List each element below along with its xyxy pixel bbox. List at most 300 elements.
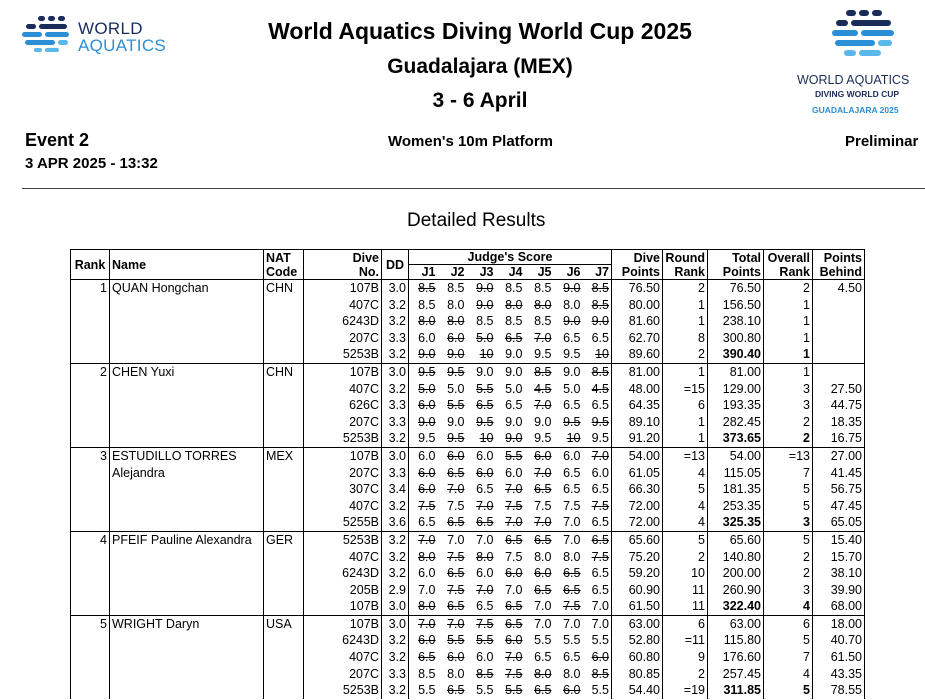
points-behind: 47.45 xyxy=(813,498,865,515)
nat-code xyxy=(264,582,304,599)
degree-of-difficulty: 3.2 xyxy=(382,682,409,699)
col-nat-code: Code xyxy=(264,265,304,280)
overall-rank: 2 xyxy=(764,549,813,566)
rank-cell xyxy=(71,330,110,347)
round-rank: 4 xyxy=(663,514,708,531)
nat-code xyxy=(264,514,304,531)
judge-score: 6.5 xyxy=(534,683,552,698)
dive-number: 407C xyxy=(304,549,382,566)
judge-score: 7.0 xyxy=(525,615,554,632)
judge-score: 7.0 xyxy=(438,531,467,548)
round-rank: =15 xyxy=(663,381,708,398)
round-rank: 11 xyxy=(663,582,708,599)
round-rank: 1 xyxy=(663,363,708,380)
overall-rank: 1 xyxy=(764,346,813,363)
degree-of-difficulty: 3.2 xyxy=(382,649,409,666)
event-phase: Preliminar xyxy=(845,133,919,150)
total-points: 193.35 xyxy=(708,397,764,414)
athlete-name: Alejandra xyxy=(110,465,264,482)
judge-score: 6.5 xyxy=(563,465,581,480)
degree-of-difficulty: 3.3 xyxy=(382,465,409,482)
degree-of-difficulty: 3.2 xyxy=(382,498,409,515)
athlete-name: PFEIF Pauline Alexandra xyxy=(110,531,264,548)
event-title: Women's 10m Platform xyxy=(388,133,553,150)
judge-score: 6.5 xyxy=(563,398,581,413)
col-dive: Dive xyxy=(304,250,382,265)
table-row xyxy=(71,330,865,347)
judge-score: 7.5 xyxy=(534,498,552,513)
judge-score: 6.5 xyxy=(591,566,609,581)
event-datetime: 3 APR 2025 - 13:32 xyxy=(25,155,158,172)
judge-score: 6.5 xyxy=(505,599,523,614)
dive-points: 63.00 xyxy=(612,615,663,632)
logo-word-1: WORLD xyxy=(78,19,143,38)
dive-points: 62.70 xyxy=(612,330,663,347)
world-aquatics-logo xyxy=(22,14,192,58)
rank-cell: 5 xyxy=(71,615,110,632)
judge-score: 6.0 xyxy=(525,447,554,464)
rank-cell xyxy=(71,381,110,398)
dive-points: 52.80 xyxy=(612,632,663,649)
judge-score: 8.0 xyxy=(418,599,436,614)
overall-rank: 3 xyxy=(764,381,813,398)
judge-score: 9.0 xyxy=(505,414,523,429)
points-behind: 56.75 xyxy=(813,481,865,498)
document-location: Guadalajara (MEX) xyxy=(387,55,573,78)
points-behind: 18.35 xyxy=(813,414,865,431)
col-judge-1: J1 xyxy=(409,265,438,280)
total-points: 156.50 xyxy=(708,297,764,314)
dive-number: 407C xyxy=(304,498,382,515)
table-row xyxy=(71,414,865,431)
judge-score: 9.0 xyxy=(447,414,465,429)
athlete-name xyxy=(110,565,264,582)
judge-score: 6.0 xyxy=(418,465,436,480)
round-rank: =13 xyxy=(663,447,708,464)
dive-points: 91.20 xyxy=(612,430,663,447)
rank-cell xyxy=(71,632,110,649)
judge-score: 7.0 xyxy=(563,515,581,530)
judge-score: 8.0 xyxy=(563,549,581,564)
table-row xyxy=(71,549,865,566)
judge-score: 9.5 xyxy=(447,431,465,446)
col-judge-7: J7 xyxy=(583,265,612,280)
dive-points: 89.10 xyxy=(612,414,663,431)
judge-score: 5.5 xyxy=(476,633,494,648)
col-dive-points-2: Points xyxy=(612,265,663,280)
col-judge-3: J3 xyxy=(467,265,496,280)
judge-score: 9.5 xyxy=(476,414,494,429)
judge-score: 7.0 xyxy=(409,531,438,548)
dive-points: 60.80 xyxy=(612,649,663,666)
dive-number: 5253B xyxy=(304,531,382,548)
nat-code xyxy=(264,381,304,398)
points-behind xyxy=(813,313,865,330)
nat-code xyxy=(264,397,304,414)
total-points: 260.90 xyxy=(708,582,764,599)
judge-score: 7.0 xyxy=(534,465,552,480)
judge-score: 7.0 xyxy=(476,582,494,597)
judge-score: 9.0 xyxy=(496,363,525,380)
overall-rank: 2 xyxy=(764,280,813,297)
nat-code: CHN xyxy=(264,280,304,297)
points-behind: 78.55 xyxy=(813,682,865,699)
total-points: 300.80 xyxy=(708,330,764,347)
total-points: 311.85 xyxy=(708,682,764,699)
degree-of-difficulty: 3.3 xyxy=(382,666,409,683)
overall-rank: 2 xyxy=(764,430,813,447)
dive-points: 61.50 xyxy=(612,598,663,615)
judge-score: 6.0 xyxy=(476,465,494,480)
table-row xyxy=(71,615,865,632)
athlete-name xyxy=(110,346,264,363)
judge-score: 9.0 xyxy=(467,363,496,380)
overall-rank: 6 xyxy=(764,615,813,632)
dive-number: 207C xyxy=(304,465,382,482)
athlete-name xyxy=(110,498,264,515)
dive-number: 107B xyxy=(304,615,382,632)
nat-code: USA xyxy=(264,615,304,632)
dive-number: 407C xyxy=(304,297,382,314)
judge-score: 5.0 xyxy=(476,330,494,345)
athlete-name: CHEN Yuxi xyxy=(110,363,264,380)
judge-score: 6.0 xyxy=(591,465,609,480)
judge-score: 6.5 xyxy=(447,515,465,530)
document-dates: 3 - 6 April xyxy=(432,89,528,112)
dive-number: 5253B xyxy=(304,346,382,363)
total-points: 140.80 xyxy=(708,549,764,566)
rank-cell xyxy=(71,346,110,363)
degree-of-difficulty: 3.3 xyxy=(382,330,409,347)
judge-score: 6.5 xyxy=(418,650,436,665)
points-behind: 61.50 xyxy=(813,649,865,666)
col-judge-5: J5 xyxy=(525,265,554,280)
judge-score: 6.5 xyxy=(476,599,494,614)
total-points: 253.35 xyxy=(708,498,764,515)
dive-points: 61.05 xyxy=(612,465,663,482)
col-judge-6: J6 xyxy=(554,265,583,280)
table-row xyxy=(71,666,865,683)
nat-code xyxy=(264,414,304,431)
judge-score: 9.5 xyxy=(534,347,552,362)
col-dd: DD xyxy=(382,250,409,280)
judge-score: 6.0 xyxy=(418,482,436,497)
judge-score: 6.5 xyxy=(447,599,465,614)
table-row xyxy=(71,313,865,330)
results-table xyxy=(70,249,865,699)
judge-score: 9.0 xyxy=(447,347,465,362)
table-row xyxy=(71,447,865,464)
judge-score: 6.0 xyxy=(418,566,436,581)
judge-score: 4.5 xyxy=(591,381,609,396)
athlete-name xyxy=(110,330,264,347)
dive-number: 6243D xyxy=(304,565,382,582)
judge-score: 7.5 xyxy=(505,666,523,681)
table-row xyxy=(71,598,865,615)
overall-rank: 5 xyxy=(764,682,813,699)
points-behind xyxy=(813,297,865,314)
round-rank: 6 xyxy=(663,615,708,632)
judge-score: 7.0 xyxy=(534,599,552,614)
judge-score: 5.0 xyxy=(505,381,523,396)
judge-score: 7.0 xyxy=(554,531,583,548)
judge-score: 8.0 xyxy=(534,549,552,564)
col-judges-score: Judge's Score xyxy=(409,250,612,265)
judge-score: 7.5 xyxy=(563,599,581,614)
judge-score: 9.0 xyxy=(418,414,436,429)
athlete-name xyxy=(110,397,264,414)
judge-score: 8.5 xyxy=(525,280,554,297)
judge-score: 8.5 xyxy=(418,297,436,312)
judge-score: 5.5 xyxy=(505,683,523,698)
overall-rank: 3 xyxy=(764,514,813,531)
logo-dots-icon xyxy=(22,14,72,54)
judge-score: 7.0 xyxy=(505,582,523,597)
athlete-name xyxy=(110,649,264,666)
athlete-name xyxy=(110,582,264,599)
athlete-name xyxy=(110,481,264,498)
judge-score: 9.0 xyxy=(505,347,523,362)
rank-cell: 3 xyxy=(71,447,110,464)
judge-score: 7.5 xyxy=(591,549,609,564)
dive-number: 207C xyxy=(304,330,382,347)
judge-score: 8.0 xyxy=(447,297,465,312)
dive-points: 66.30 xyxy=(612,481,663,498)
dive-points: 76.50 xyxy=(612,280,663,297)
dive-points: 65.60 xyxy=(612,531,663,548)
athlete-name xyxy=(110,430,264,447)
judge-score: 7.0 xyxy=(591,599,609,614)
judge-score: 6.0 xyxy=(418,633,436,648)
col-nat: NAT xyxy=(264,250,304,265)
total-points: 65.60 xyxy=(708,531,764,548)
rank-cell xyxy=(71,430,110,447)
athlete-name xyxy=(110,297,264,314)
rank-cell xyxy=(71,313,110,330)
judge-score: 6.5 xyxy=(476,515,494,530)
dive-points: 81.00 xyxy=(612,363,663,380)
points-behind: 15.70 xyxy=(813,549,865,566)
table-row xyxy=(71,363,865,380)
judge-score: 8.0 xyxy=(505,297,523,312)
table-row xyxy=(71,346,865,363)
overall-rank: 7 xyxy=(764,649,813,666)
round-rank: 2 xyxy=(663,346,708,363)
dive-points: 75.20 xyxy=(612,549,663,566)
judge-score: 6.5 xyxy=(563,582,581,597)
points-behind: 41.45 xyxy=(813,465,865,482)
judge-score: 6.5 xyxy=(418,515,436,530)
judge-score: 8.5 xyxy=(496,280,525,297)
judge-score: 6.5 xyxy=(447,566,465,581)
judge-score: 6.5 xyxy=(505,330,523,345)
dive-points: 72.00 xyxy=(612,498,663,515)
judge-score: 6.5 xyxy=(563,482,581,497)
judge-score: 9.0 xyxy=(554,280,583,297)
judge-score: 7.0 xyxy=(409,615,438,632)
judge-score: 5.5 xyxy=(447,633,465,648)
overall-rank: 7 xyxy=(764,465,813,482)
points-behind: 44.75 xyxy=(813,397,865,414)
rank-cell: 1 xyxy=(71,280,110,297)
dive-number: 207C xyxy=(304,666,382,683)
judge-score: 8.5 xyxy=(534,314,552,329)
col-round-rank-2: Rank xyxy=(663,265,708,280)
judge-score: 7.0 xyxy=(476,498,494,513)
judge-score: 9.0 xyxy=(418,347,436,362)
col-judge-4: J4 xyxy=(496,265,525,280)
round-rank: 9 xyxy=(663,649,708,666)
judge-score: 7.5 xyxy=(591,498,609,513)
judge-score: 6.0 xyxy=(505,465,523,480)
points-behind: 4.50 xyxy=(813,280,865,297)
total-points: 390.40 xyxy=(708,346,764,363)
overall-rank: 4 xyxy=(764,666,813,683)
degree-of-difficulty: 3.0 xyxy=(382,363,409,380)
judge-score: 6.5 xyxy=(447,465,465,480)
dive-number: 107B xyxy=(304,363,382,380)
judge-score: 7.5 xyxy=(505,549,523,564)
total-points: 373.65 xyxy=(708,430,764,447)
points-behind: 27.50 xyxy=(813,381,865,398)
judge-score: 9.5 xyxy=(409,363,438,380)
judge-score: 8.5 xyxy=(591,297,609,312)
judge-score: 9.5 xyxy=(563,414,581,429)
overall-rank: 5 xyxy=(764,632,813,649)
round-rank: 1 xyxy=(663,297,708,314)
judge-score: 5.5 xyxy=(418,683,436,698)
degree-of-difficulty: 3.2 xyxy=(382,313,409,330)
overall-rank: 1 xyxy=(764,313,813,330)
nat-code xyxy=(264,498,304,515)
nat-code xyxy=(264,481,304,498)
athlete-name xyxy=(110,381,264,398)
round-rank: 4 xyxy=(663,465,708,482)
judge-score: 8.5 xyxy=(525,363,554,380)
total-points: 76.50 xyxy=(708,280,764,297)
overall-rank: 2 xyxy=(764,565,813,582)
judge-score: 9.0 xyxy=(563,314,581,329)
athlete-name xyxy=(110,598,264,615)
header-divider xyxy=(22,188,925,189)
judge-score: 6.0 xyxy=(476,650,494,665)
judge-score: 6.5 xyxy=(591,582,609,597)
judge-score: 6.0 xyxy=(447,650,465,665)
col-judge-2: J2 xyxy=(438,265,467,280)
degree-of-difficulty: 3.0 xyxy=(382,598,409,615)
judge-score: 7.5 xyxy=(447,549,465,564)
judge-score: 9.0 xyxy=(476,297,494,312)
rank-cell xyxy=(71,682,110,699)
judge-score: 8.0 xyxy=(563,297,581,312)
judge-score: 7.0 xyxy=(583,447,612,464)
table-row xyxy=(71,297,865,314)
rank-cell xyxy=(71,397,110,414)
dive-number: 407C xyxy=(304,649,382,666)
judge-score: 8.0 xyxy=(534,297,552,312)
col-points-behind: Points xyxy=(813,250,865,265)
round-rank: 4 xyxy=(663,498,708,515)
logo-location: GUADALAJARA 2025 xyxy=(812,105,899,115)
nat-code xyxy=(264,598,304,615)
nat-code xyxy=(264,549,304,566)
judge-score: 6.0 xyxy=(505,633,523,648)
judge-score: 5.0 xyxy=(447,381,465,396)
logo-word-2: AQUATICS xyxy=(78,36,167,55)
judge-score: 7.0 xyxy=(505,515,523,530)
nat-code xyxy=(264,346,304,363)
round-rank: 1 xyxy=(663,414,708,431)
dive-number: 205B xyxy=(304,582,382,599)
section-title: Detailed Results xyxy=(407,210,546,231)
judge-score: 6.5 xyxy=(534,582,552,597)
table-row xyxy=(71,632,865,649)
total-points: 81.00 xyxy=(708,363,764,380)
judge-score: 6.5 xyxy=(534,650,552,665)
judge-score: 6.5 xyxy=(525,531,554,548)
dive-number: 5255B xyxy=(304,514,382,531)
judge-score: 6.0 xyxy=(591,650,609,665)
round-rank: =19 xyxy=(663,682,708,699)
judge-score: 8.0 xyxy=(563,666,581,681)
logo-dots-icon xyxy=(832,10,896,65)
total-points: 181.35 xyxy=(708,481,764,498)
degree-of-difficulty: 3.2 xyxy=(382,632,409,649)
athlete-name xyxy=(110,514,264,531)
total-points: 129.00 xyxy=(708,381,764,398)
judge-score: 6.5 xyxy=(583,531,612,548)
total-points: 115.05 xyxy=(708,465,764,482)
judge-score: 6.0 xyxy=(554,447,583,464)
table-row xyxy=(71,481,865,498)
table-row xyxy=(71,649,865,666)
rank-cell xyxy=(71,465,110,482)
judge-score: 5.5 xyxy=(496,447,525,464)
judge-score: 8.0 xyxy=(447,666,465,681)
points-behind: 27.00 xyxy=(813,447,865,464)
judge-score: 10 xyxy=(566,431,581,446)
rank-cell xyxy=(71,481,110,498)
judge-score: 6.5 xyxy=(476,398,494,413)
table-row xyxy=(71,565,865,582)
degree-of-difficulty: 3.0 xyxy=(382,447,409,464)
judge-score: 9.5 xyxy=(563,347,581,362)
judge-score: 6.5 xyxy=(447,683,465,698)
judge-score: 6.5 xyxy=(476,482,494,497)
judge-score: 8.5 xyxy=(583,363,612,380)
judge-score: 9.0 xyxy=(534,414,552,429)
dive-points: 80.00 xyxy=(612,297,663,314)
judge-score: 6.5 xyxy=(591,330,609,345)
judge-score: 7.0 xyxy=(505,650,523,665)
judge-score: 5.5 xyxy=(476,381,494,396)
dive-points: 54.40 xyxy=(612,682,663,699)
degree-of-difficulty: 3.2 xyxy=(382,430,409,447)
rank-cell xyxy=(71,414,110,431)
nat-code xyxy=(264,632,304,649)
judge-score: 6.5 xyxy=(591,482,609,497)
athlete-name xyxy=(110,313,264,330)
nat-code xyxy=(264,649,304,666)
judge-score: 7.5 xyxy=(505,498,523,513)
judge-score: 6.5 xyxy=(534,482,552,497)
col-overall-rank: Overall xyxy=(764,250,813,265)
judge-score: 6.0 xyxy=(467,447,496,464)
dive-points: 64.35 xyxy=(612,397,663,414)
points-behind: 15.40 xyxy=(813,531,865,548)
dive-number: 5253B xyxy=(304,682,382,699)
total-points: 54.00 xyxy=(708,447,764,464)
